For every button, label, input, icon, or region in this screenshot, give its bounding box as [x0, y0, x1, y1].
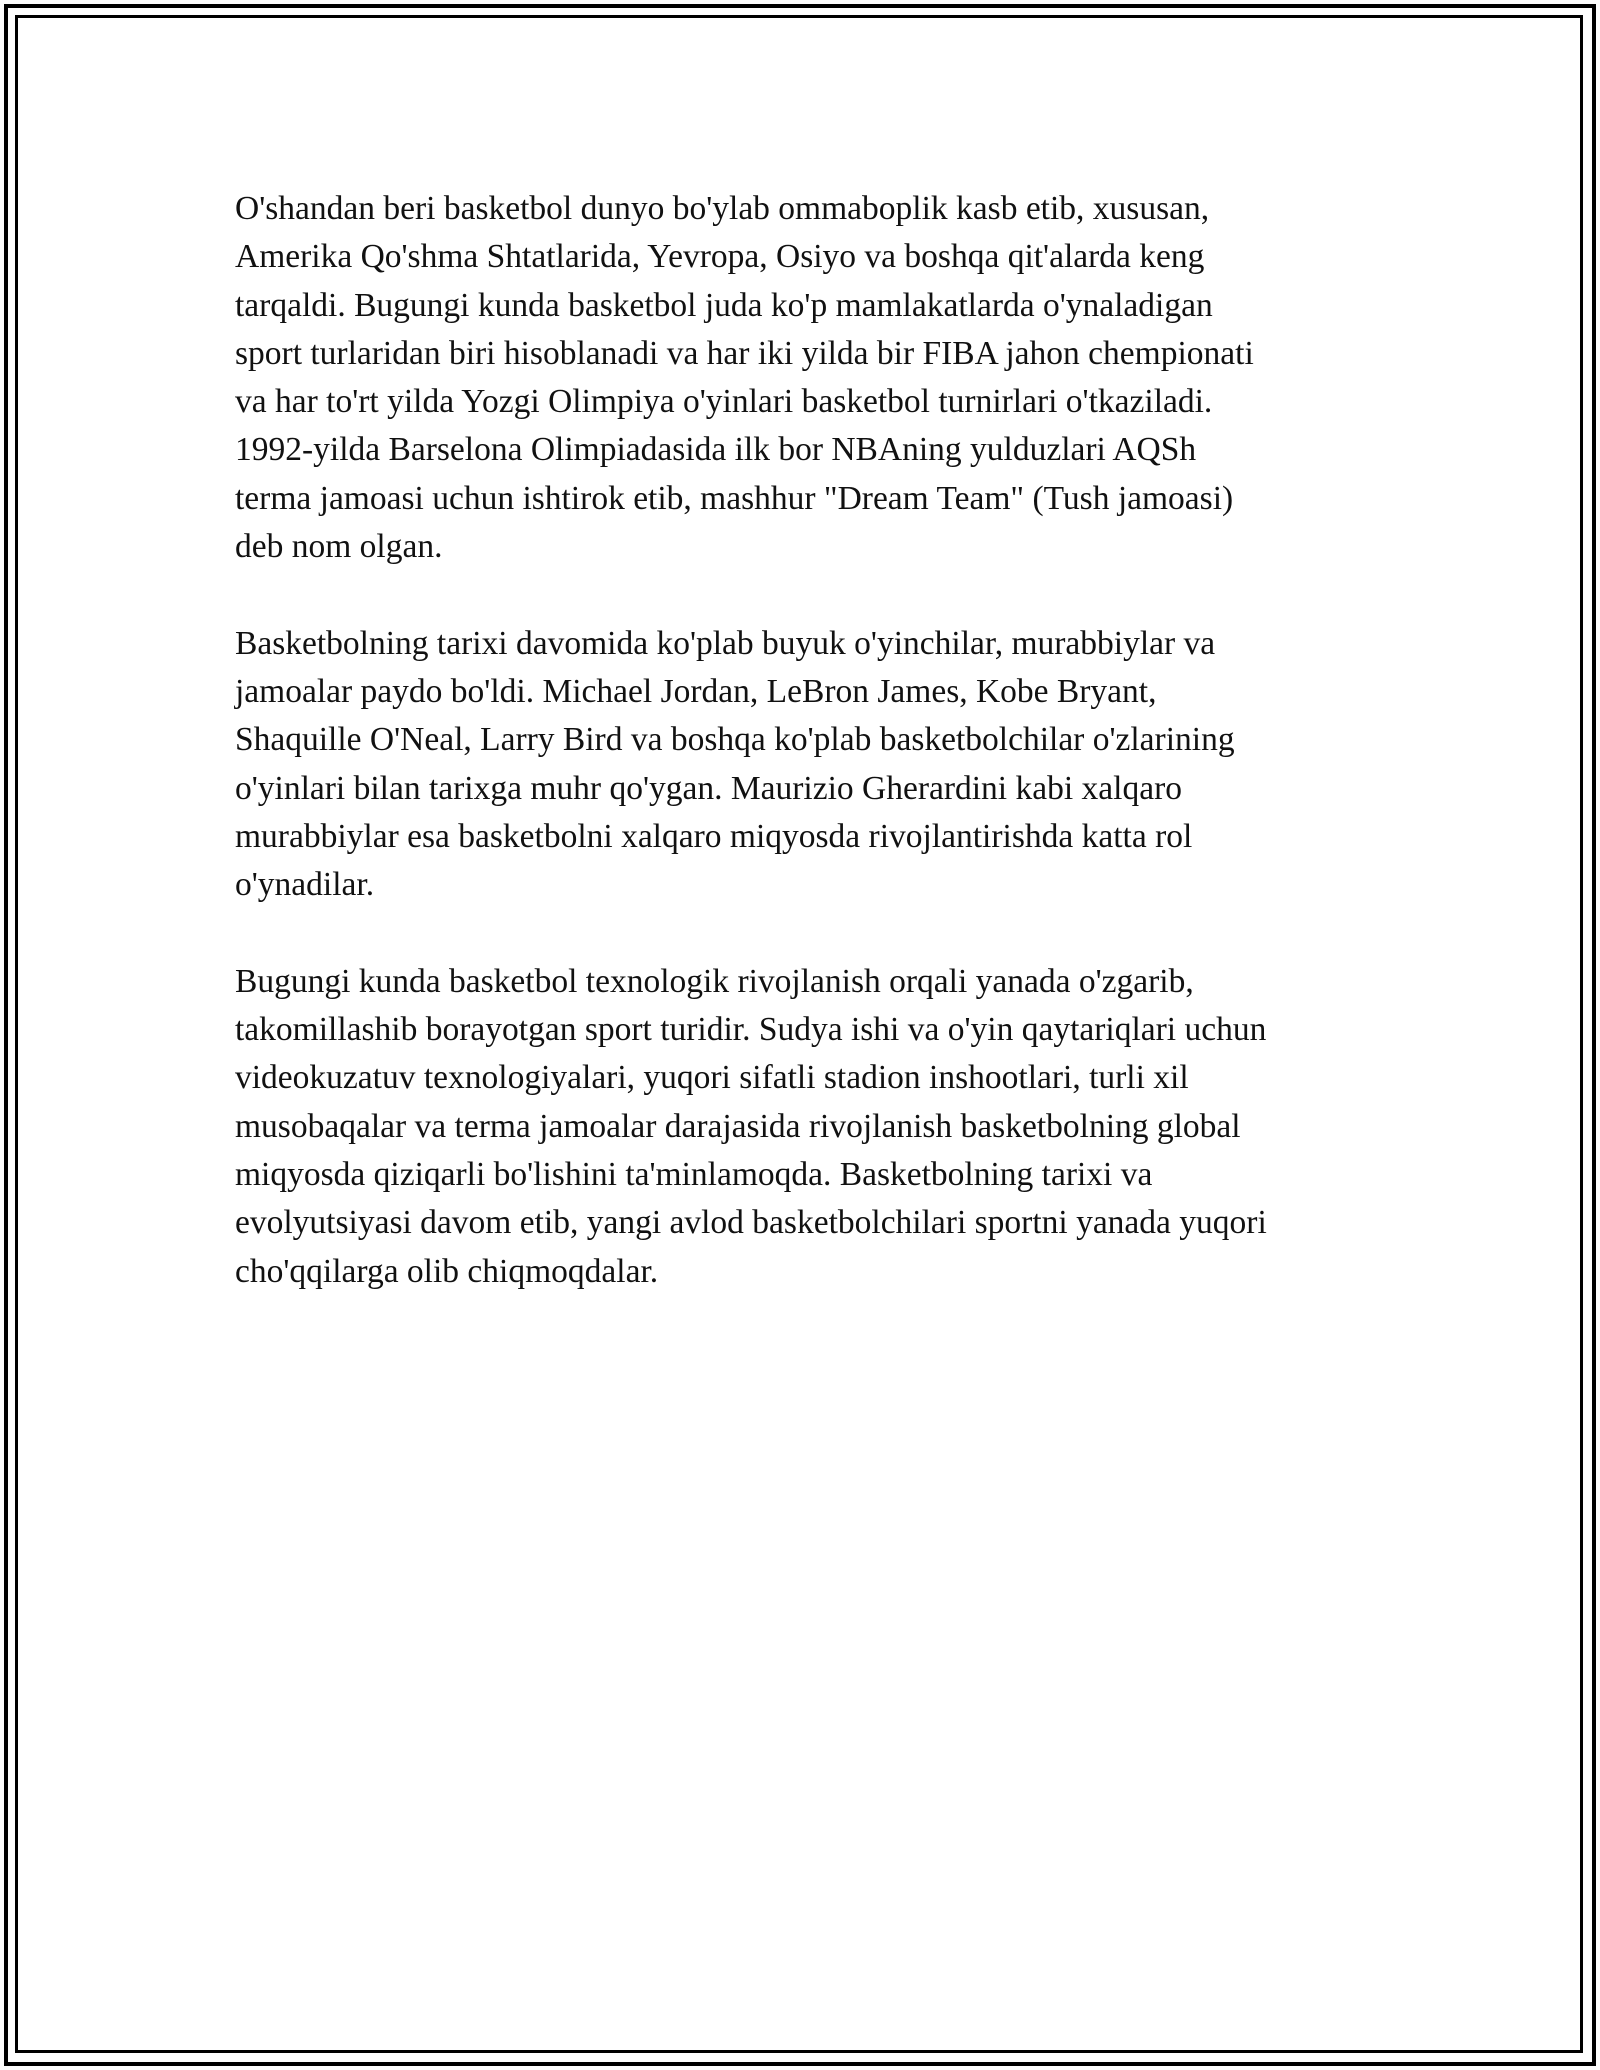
paragraph-3: Bugungi kunda basketbol texnologik rivojlanish orqali yanada o'zgarib, takomillashib borayotgan sport turidir. Sudya ishi va o'yin qaytariqlari uchun videokuzatuv texnologiyalari, yuqori sifatli stadion inshootlari, turli xil musobaqalar va terma jamoalar darajasida rivojlanish basketbolning global miqyosda qiziqarli bo'lishini ta'minlamoqda. Basketbolning tarixi va evolyutsiyasi davom etib, yangi avlod basketbolchilari sportni yanada yuqori cho'qqilarga olib chiqmoqdalar.: [235, 962, 1267, 1290]
paragraph-1: O'shandan beri basketbol dunyo bo'ylab ommaboplik kasb etib, xususan, Amerika Qo'shma Shtatlarida, Yevropa, Osiyo va boshqa qit'alarda keng tarqaldi. Bugungi kunda basketbol juda ko'p mamlakatlarda o'ynaladigan sport turlaridan biri hisoblanadi va har iki yilda bir FIBA jahon chempionati va har to'rt yilda Yozgi Olimpiya o'yinlari basketbol turnirlari o'tkaziladi. 1992-yilda Barselona Olimpiadasida ilk bor NBAning yulduzlari AQSh terma jamoasi uchun ishtirok etib, mashhur "Dream Team" (Tush jamoasi) deb nom olgan.: [235, 190, 1254, 566]
document-body: [235, 185, 1395, 1344]
paragraph-2: Basketbolning tarixi davomida ko'plab buyuk o'yinchilar, murabbiylar va jamoalar paydo bo'ldi. Michael Jordan, LeBron James, Kobe Bryant, Shaquille O'Neal, Larry Bird va boshqa ko'plab basketbolchilar o'zlarining o'yinlari bilan tarixga muhr qo'ygan. Maurizio Gherardini kabi xalqaro murabbiylar esa basketbolni xalqaro miqyosda rivojlantirishda katta rol o'ynadilar.: [235, 624, 1235, 904]
